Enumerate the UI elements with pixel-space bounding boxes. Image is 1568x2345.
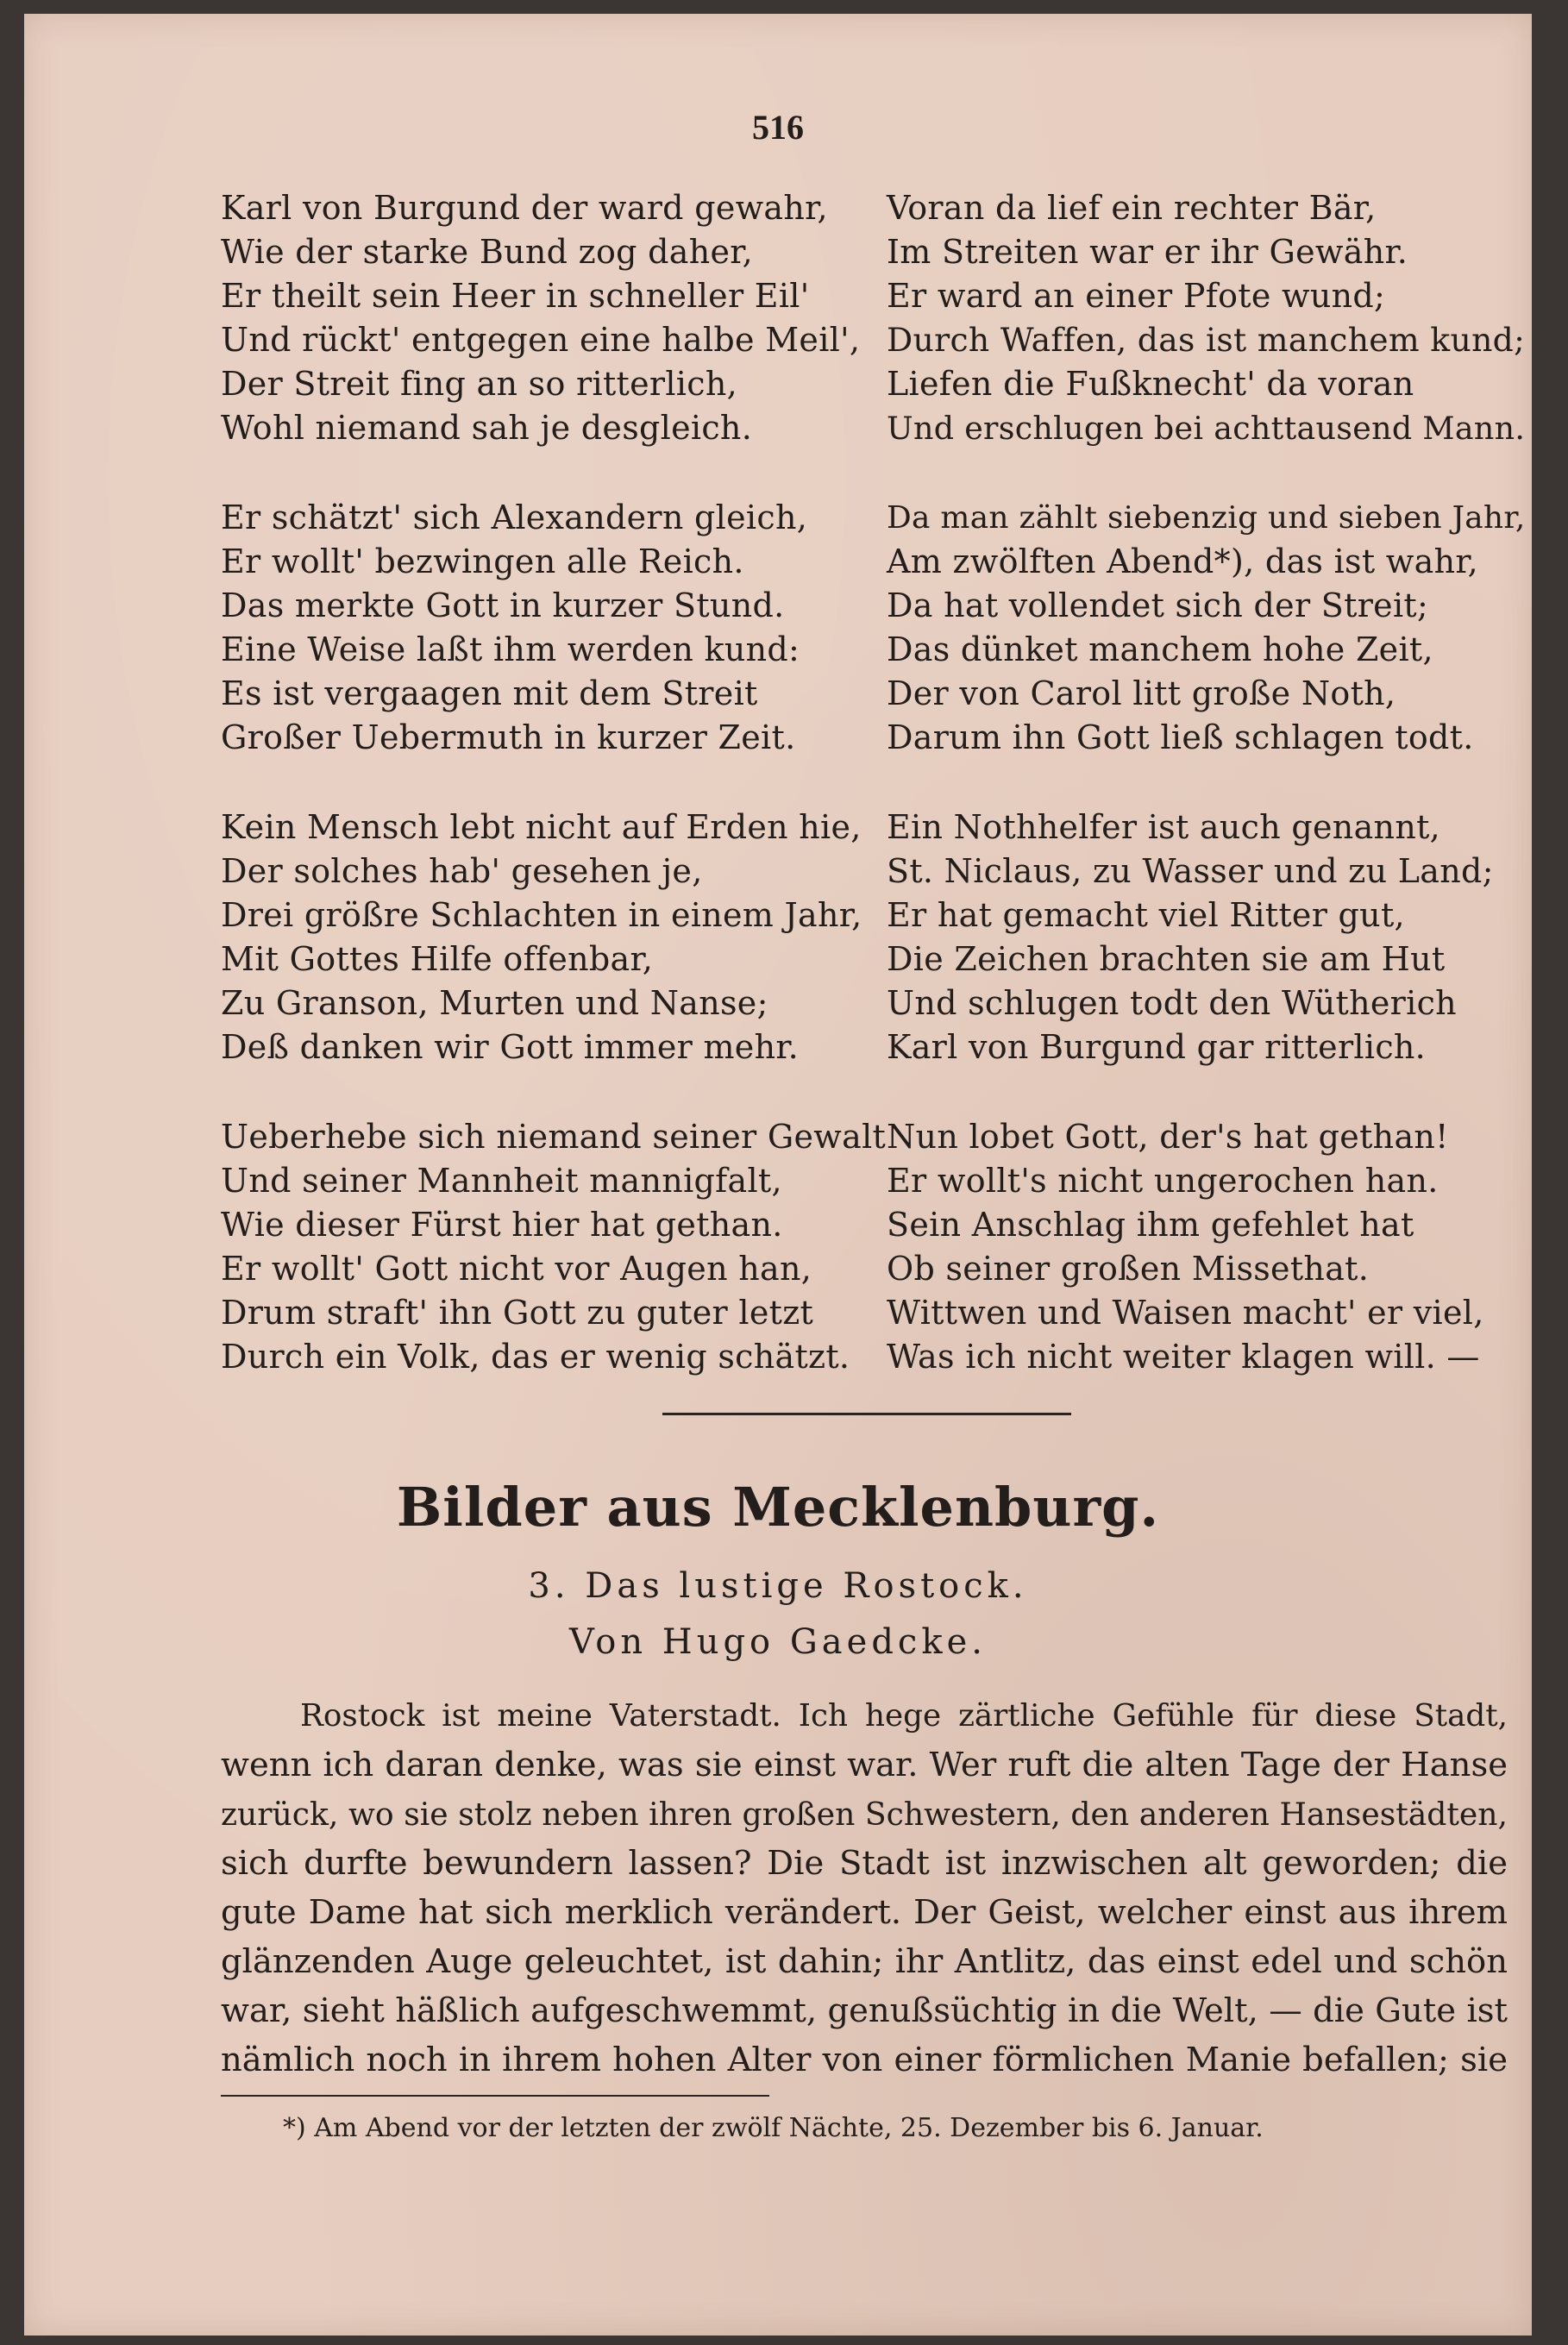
verse-line: Voran da lief ein rechter Bär, [887,189,1377,227]
page-number: 516 [752,108,804,147]
verse-line: Eine Weise laßt ihm werden kund: [221,630,800,668]
verse-line: Die Zeichen brachten sie am Hut [887,940,1446,978]
prose-line: Rostock ist meine Vaterstadt. Ich hege zärtliche Gefühle für diese Stadt, [300,1698,1508,1734]
verse-line: Es ist vergaagen mit dem Streit [221,674,758,712]
verse-line: St. Niclaus, zu Wasser und zu Land; [887,852,1494,890]
stanza [221,806,911,1069]
verse-line: Wohl niemand sah je desgleich. [221,409,753,447]
verse-line: Zu Granson, Murten und Nanse; [221,984,768,1022]
verse-line: Er ward an einer Pfote wund; [887,277,1386,315]
verse-line: Wittwen und Waisen macht' er viel, [887,1294,1484,1332]
verse-line: Wie der starke Bund zog daher, [221,233,753,271]
verse-line: Und erschlugen bei achttausend Mann. [887,410,1526,447]
verse-line: Nun lobet Gott, der's hat gethan! [887,1118,1449,1156]
verse-line: Und rückt' entgegen eine halbe Meil', [221,321,861,359]
verse-line: Großer Uebermuth in kurzer Zeit. [221,718,796,756]
verse-line: Drum straft' ihn Gott zu guter letzt [221,1294,814,1332]
verse-line: Ob seiner großen Missethat. [887,1250,1370,1288]
verse-line: Mit Gottes Hilfe offenbar, [221,940,654,978]
article-author: Von Hugo Gaedcke. [569,1622,987,1662]
verse-line: Er hat gemacht viel Ritter gut, [887,896,1405,934]
verse-line: Er wollt' Gott nicht vor Augen han, [221,1250,812,1288]
verse-line: Da hat vollendet sich der Streit; [887,586,1429,624]
verse-line: Durch ein Volk, das er wenig schätzt. [221,1338,850,1376]
verse-line: Karl von Burgund der ward gewahr, [221,189,828,227]
verse-line: Und seiner Mannheit mannigfalt, [221,1162,782,1200]
poem-left-column [221,186,911,1425]
section-divider [662,1413,1071,1415]
footnote: *) Am Abend vor der letzten der zwölf Nächte, 25. Dezember bis 6. Januar. [283,2113,1264,2143]
prose-line: gute Dame hat sich merklich verändert. Der Geist, welcher einst aus ihrem [221,1893,1508,1932]
verse-line: Der von Carol litt große Noth, [887,674,1396,712]
verse-line: Ueberhebe sich niemand seiner Gewalt [221,1118,887,1156]
stanza [221,496,911,760]
verse-line: Da man zählt siebenzig und sieben Jahr, [887,500,1526,536]
poem-right-column [887,186,1525,1425]
stanza [887,1115,1525,1379]
article-subtitle: 3. Das lustige Rostock. [528,1566,1028,1606]
footnote-rule [221,2095,769,2097]
verse-line: Er theilt sein Heer in schneller Eil' [221,277,810,315]
verse-line: Wie dieser Fürst hier hat gethan. [221,1206,783,1244]
verse-line: Was ich nicht weiter klagen will. — [887,1338,1480,1376]
page [24,14,1532,2336]
verse-line: Das dünket manchem hohe Zeit, [887,630,1433,668]
stanza [887,186,1525,450]
verse-line: Deß danken wir Gott immer mehr. [221,1028,800,1066]
stanza [887,496,1525,760]
article-title: Bilder aus Mecklenburg. [396,1476,1160,1539]
prose-line: wenn ich daran denke, was sie einst war. Wer ruft die alten Tage der Hanse [221,1746,1508,1784]
verse-line: Darum ihn Gott ließ schlagen todt. [887,718,1474,756]
verse-line: Er wollt' bezwingen alle Reich. [221,542,744,580]
stanza [221,186,911,450]
verse-line: Karl von Burgund gar ritterlich. [887,1028,1427,1066]
verse-line: Das merkte Gott in kurzer Stund. [221,586,785,624]
verse-line: Der Streit fing an so ritterlich, [221,365,737,403]
verse-line: Liefen die Fußknecht' da voran [887,365,1414,403]
verse-line: Kein Mensch lebt nicht auf Erden hie, [221,808,862,846]
prose-line: war, sieht häßlich aufgeschwemmt, genußsüchtig in die Welt, — die Gute ist [221,1991,1508,2030]
article-body [221,1691,1508,2085]
verse-line: Drei größre Schlachten in einem Jahr, [221,896,862,934]
prose-line: zurück, wo sie stolz neben ihren großen Schwestern, den anderen Hansestädten, [221,1796,1508,1833]
verse-line: Und schlugen todt den Wütherich [887,984,1457,1022]
verse-line: Durch Waffen, das ist manchem kund; [887,321,1526,359]
verse-line: Er schätzt' sich Alexandern gleich, [221,498,808,536]
verse-line: Er wollt's nicht ungerochen han. [887,1162,1439,1200]
verse-line: Ein Nothhelfer ist auch genannt, [887,808,1441,846]
verse-line: Im Streiten war er ihr Gewähr. [887,233,1408,271]
prose-line: sich durfte bewundern lassen? Die Stadt ist inzwischen alt geworden; die [221,1844,1508,1883]
stanza [221,1115,911,1379]
prose-line: nämlich noch in ihrem hohen Alter von einer förmlichen Manie befallen; sie [221,2041,1508,2079]
verse-line: Der solches hab' gesehen je, [221,852,703,890]
verse-line: Am zwölften Abend*), das ist wahr, [887,542,1479,580]
stanza [887,806,1525,1069]
prose-line: glänzenden Auge geleuchtet, ist dahin; ihr Antlitz, das einst edel und schön [221,1942,1508,1981]
verse-line: Sein Anschlag ihm gefehlet hat [887,1206,1414,1244]
